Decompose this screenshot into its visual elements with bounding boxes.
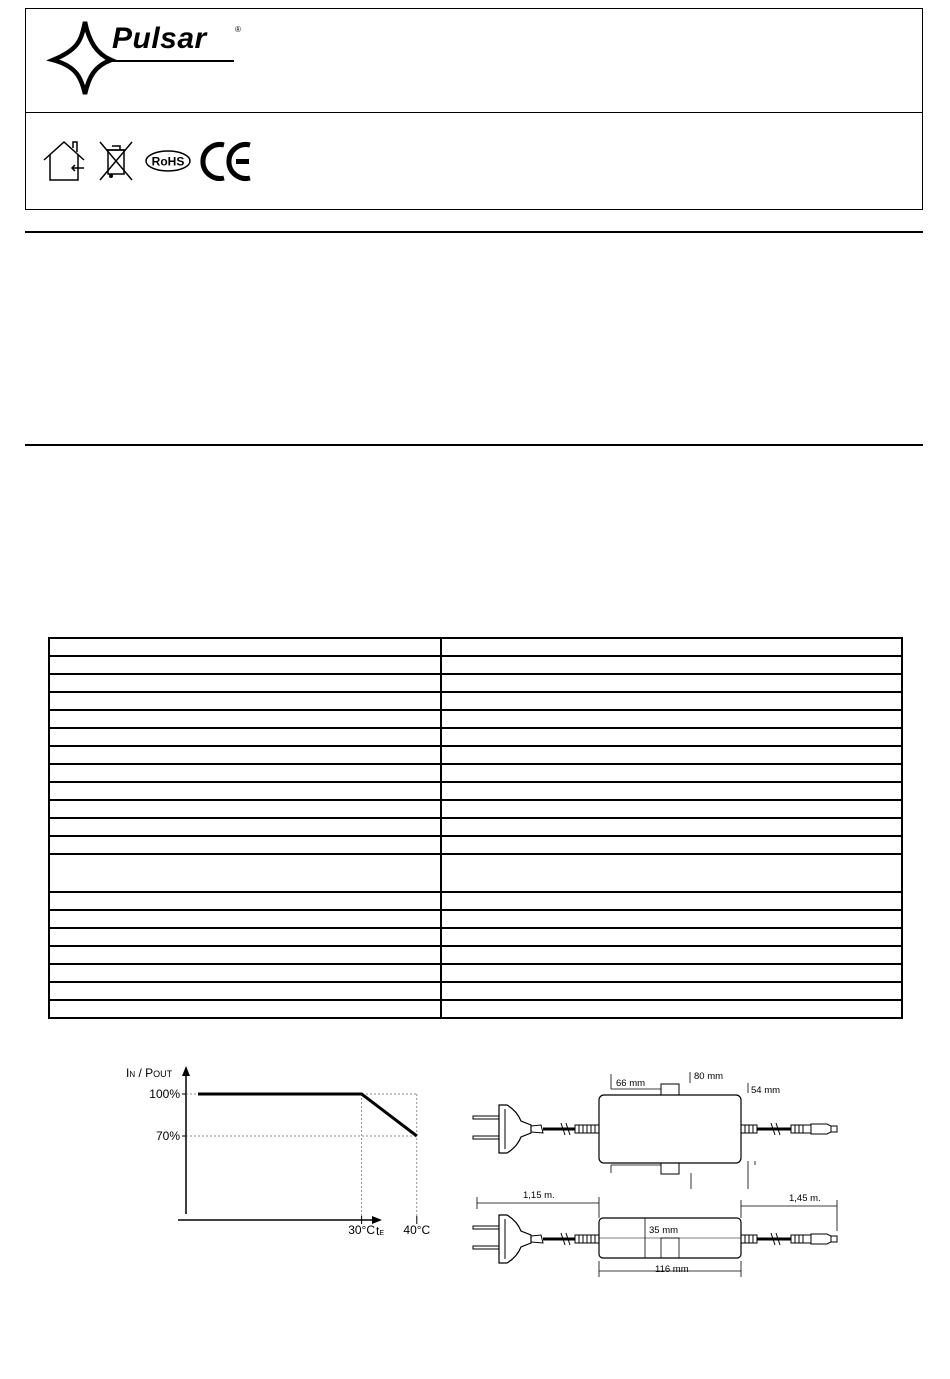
spec-row — [49, 818, 902, 836]
spec-param-cell — [49, 800, 441, 818]
spec-value-cell — [441, 656, 902, 674]
header-divider — [25, 112, 923, 113]
spec-value-cell — [441, 1000, 902, 1018]
spec-param-cell — [49, 692, 441, 710]
spec-row — [49, 764, 902, 782]
spec-row — [49, 638, 902, 656]
top-view — [473, 1071, 837, 1189]
chart-series — [198, 1094, 417, 1136]
spec-row — [49, 746, 902, 764]
spec-value-cell — [441, 800, 902, 818]
spec-row — [49, 800, 902, 818]
spec-value-cell — [441, 818, 902, 836]
spec-row — [49, 910, 902, 928]
spec-param-cell — [49, 854, 441, 892]
y-tick-label: 70% — [155, 1129, 180, 1143]
dim-depth-label: 35 mm — [649, 1225, 679, 1236]
spec-row — [49, 692, 902, 710]
y-axis-arrow — [182, 1066, 190, 1076]
spec-value-cell — [441, 782, 902, 800]
derating-chart — [120, 1062, 431, 1242]
title-rule-bottom — [25, 444, 923, 446]
brand-name: Pulsar — [112, 22, 207, 55]
spec-param-cell — [49, 910, 441, 928]
registered-mark: ® — [235, 25, 241, 34]
indoor-use-icon — [44, 142, 84, 180]
brand-underline — [112, 60, 234, 62]
spec-value-cell — [441, 910, 902, 928]
spec-param-cell — [49, 964, 441, 982]
weee-crossed-bin-icon — [100, 142, 132, 180]
chart-ticks — [149, 1087, 430, 1237]
spec-value-cell — [441, 764, 902, 782]
spec-param-cell — [49, 656, 441, 674]
x-tick-label: 30°C — [348, 1223, 376, 1237]
rohs-badge-icon — [146, 151, 190, 171]
spec-param-cell — [49, 638, 441, 656]
dimension-drawing — [465, 1065, 855, 1275]
x-axis-label: tE — [376, 1224, 385, 1238]
spec-table — [48, 637, 903, 1019]
spec-param-cell — [49, 782, 441, 800]
spec-row — [49, 710, 902, 728]
spec-value-cell — [441, 982, 902, 1000]
compliance-icons — [40, 138, 260, 184]
spec-value-cell — [441, 674, 902, 692]
chart-grid — [186, 1094, 417, 1220]
spec-row — [49, 946, 902, 964]
spec-value-cell — [441, 728, 902, 746]
dim-top-tab-label: 80 mm — [694, 1071, 724, 1082]
spec-param-cell — [49, 818, 441, 836]
x-tick-label: 40°C — [403, 1223, 431, 1237]
spec-row — [49, 728, 902, 746]
spec-param-cell — [49, 728, 441, 746]
spec-row — [49, 674, 902, 692]
spec-value-cell — [441, 692, 902, 710]
series-line — [198, 1094, 417, 1136]
spec-param-cell — [49, 764, 441, 782]
spec-param-cell — [49, 836, 441, 854]
spec-value-cell — [441, 836, 902, 854]
dim-width-label: 66 mm — [616, 1078, 646, 1089]
spec-value-cell — [441, 892, 902, 910]
spec-param-cell — [49, 710, 441, 728]
spec-value-cell — [441, 928, 902, 946]
spec-value-cell — [441, 638, 902, 656]
rohs-label: RoHS — [151, 154, 185, 169]
chart-axes — [178, 1066, 382, 1224]
spec-value-cell — [441, 710, 902, 728]
psu-body-top — [599, 1095, 741, 1163]
spec-param-cell — [49, 982, 441, 1000]
spec-param-cell — [49, 1000, 441, 1018]
spec-value-cell — [441, 946, 902, 964]
ce-mark-icon — [203, 145, 250, 179]
spec-param-cell — [49, 674, 441, 692]
spec-param-cell — [49, 746, 441, 764]
dim-length-label: 116 mm — [655, 1264, 689, 1275]
spec-param-cell — [49, 946, 441, 964]
spec-row — [49, 836, 902, 854]
y-tick-label: 100% — [149, 1087, 180, 1101]
spec-value-cell — [441, 964, 902, 982]
spec-param-cell — [49, 928, 441, 946]
dim-cable-out-label: 1,45 m. — [789, 1193, 821, 1204]
title-rule-top — [25, 231, 923, 233]
spec-row — [49, 782, 902, 800]
spec-value-cell — [441, 854, 902, 892]
spec-row — [49, 964, 902, 982]
spec-value-cell — [441, 746, 902, 764]
pulsar-star-logo-icon — [45, 18, 115, 98]
spec-row — [49, 928, 902, 946]
spec-row — [49, 656, 902, 674]
spec-row — [49, 854, 902, 892]
side-view — [473, 1190, 837, 1277]
spec-row — [49, 892, 902, 910]
dim-height-label: 54 mm — [751, 1085, 781, 1096]
spec-param-cell — [49, 892, 441, 910]
dim-cable-in-label: 1,15 m. — [523, 1190, 555, 1201]
spec-row — [49, 982, 902, 1000]
spec-row — [49, 1000, 902, 1018]
y-axis-label: IN / POUT — [126, 1066, 173, 1080]
